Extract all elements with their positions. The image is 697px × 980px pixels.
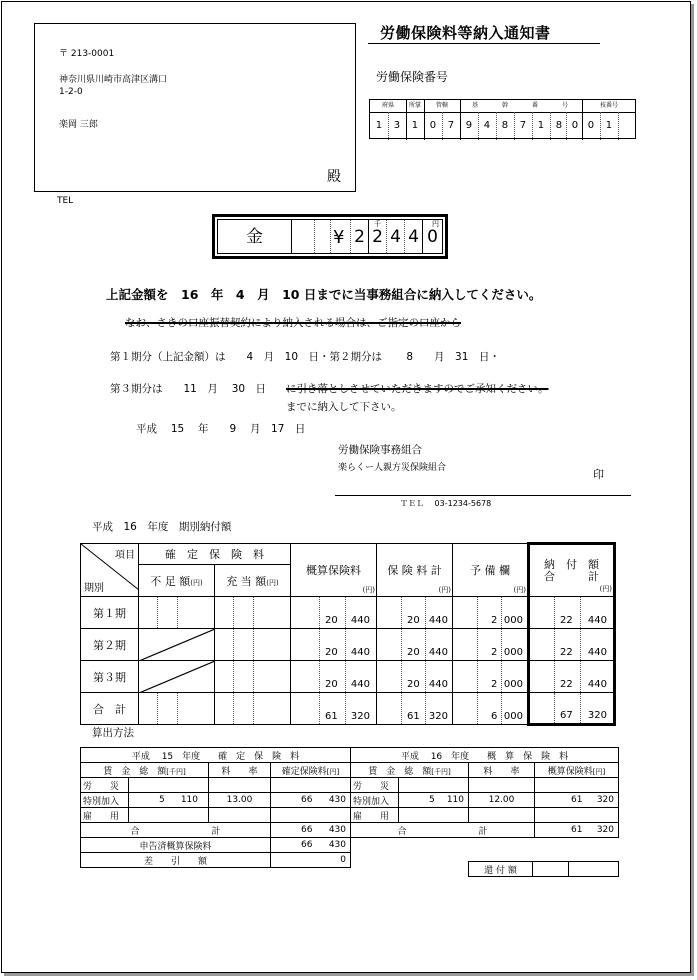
- ins-digit: 8: [501, 120, 509, 131]
- en-marker: 円: [432, 220, 439, 228]
- ins-digit: 1: [537, 120, 545, 131]
- row-label: 特別加入: [351, 793, 399, 808]
- value-thousands: 5: [159, 795, 165, 805]
- total-premium-header: [377, 544, 453, 597]
- value-units: 000: [503, 679, 523, 690]
- value-thousands: 6: [491, 711, 498, 722]
- table-row: [351, 808, 619, 823]
- total-premium-cell: [377, 693, 453, 725]
- value-units: 430: [328, 825, 346, 835]
- estimated-premium-text: 概算保険料: [547, 766, 593, 777]
- total-value: [271, 823, 351, 838]
- estimated-header-text: 概算保険料: [306, 564, 361, 577]
- value-units: 440: [350, 647, 370, 658]
- payment-total-cell: [529, 661, 615, 693]
- appropriation-cell: [215, 629, 291, 661]
- value-thousands: 61: [407, 711, 420, 722]
- value-units: 440: [350, 615, 370, 626]
- value-thousands: 22: [560, 647, 573, 658]
- amount-box: [212, 214, 448, 259]
- value-thousands: 20: [325, 615, 338, 626]
- difference-label: 差 引 額: [81, 853, 271, 868]
- reserve-header: [453, 544, 529, 597]
- recipient-name: 楽岡 三郎: [59, 120, 98, 130]
- table-row: [81, 661, 615, 693]
- sen-marker: 千: [374, 220, 381, 228]
- amount-digit: 0: [422, 220, 442, 253]
- value-thousands: 66: [301, 825, 313, 835]
- rate-header: 料 率: [469, 763, 535, 778]
- rate-value: 13.00: [209, 793, 271, 808]
- unit-sen-yen: [千円]: [431, 767, 451, 776]
- org-tel: ＴＥＬ 03-1234-5678: [400, 499, 492, 508]
- ins-header-ki: 基: [471, 102, 478, 109]
- amount-digit: 4: [404, 220, 422, 253]
- value-units: 440: [587, 647, 607, 658]
- value-thousands: 66: [301, 795, 313, 805]
- yen-sign: ¥: [333, 227, 345, 248]
- value-units: 440: [428, 615, 448, 626]
- ins-digit: 1: [411, 120, 419, 131]
- insurance-number-label: 労働保険番号: [376, 70, 449, 84]
- address-line2: 1-2-0: [59, 87, 83, 97]
- table-row-total: [351, 823, 619, 838]
- appropriation-text: 充 当 額: [226, 574, 267, 588]
- value-thousands: 20: [407, 647, 420, 658]
- address-line1: 神奈川県川崎市高津区溝口: [59, 75, 168, 85]
- yen-unit: (円): [599, 585, 612, 593]
- estimated-premium-header: [291, 544, 377, 597]
- value-units: 440: [428, 679, 448, 690]
- estimated-title: 平成 16 年度 概 算 保 険 料: [351, 748, 619, 763]
- confirmed-premium-header: 確 定 保 険 料: [139, 544, 291, 565]
- total-premium-text: 保 険 料 計: [387, 564, 442, 577]
- wage-total-text: 賃 金 総 額: [103, 766, 167, 777]
- ins-header-jurisdiction: 所掌: [408, 102, 421, 109]
- ins-digit: 3: [393, 120, 401, 131]
- confirmed-premium-text: 確定保険料: [281, 766, 327, 777]
- yen-unit: (円): [438, 586, 451, 594]
- appropriation-cell: [215, 661, 291, 693]
- address-box: [34, 23, 356, 192]
- value-thousands: 20: [407, 615, 420, 626]
- value-units: 110: [180, 795, 198, 805]
- value-thousands: 61: [571, 795, 583, 805]
- total-label: 合 計: [81, 823, 271, 838]
- value-thousands: 20: [325, 647, 338, 658]
- corner-bottom-label: 期別: [84, 583, 104, 594]
- value-thousands: 5: [429, 795, 435, 805]
- table-row-total: [81, 823, 351, 838]
- unit-yen: [円]: [326, 767, 340, 776]
- ins-digit: 8: [555, 120, 563, 131]
- notice-main: 上記金額を 16 年 4 月 10 日までに当事務組合に納入してください。: [106, 287, 542, 302]
- ins-digit: 1: [605, 120, 613, 131]
- ins-digit: 0: [429, 120, 437, 131]
- total-premium-cell: [377, 629, 453, 661]
- period-dates-line2: 第３期分は 11 月 30 日: [110, 383, 267, 395]
- value-thousands: 67: [560, 710, 573, 721]
- period-label: 第１期: [81, 597, 139, 629]
- ins-header-prefecture: 府県: [381, 102, 394, 109]
- table-row: [351, 793, 619, 808]
- amount-digit: 2: [350, 220, 368, 253]
- estimated-cell: [291, 693, 377, 725]
- calc-table-confirmed: [80, 747, 351, 868]
- appropriation-cell: [215, 597, 291, 629]
- value-thousands: 2: [491, 615, 498, 626]
- shortage-text: 不 足 額: [150, 574, 191, 588]
- table-row: [81, 838, 351, 853]
- value-thousands: 61: [571, 825, 583, 835]
- value-units: 320: [428, 711, 448, 722]
- period-dates-line3: までに納入して下さい。: [286, 401, 402, 413]
- unit-yen: [円]: [592, 767, 606, 776]
- shortage-cell: [139, 597, 215, 629]
- table-row-total: [81, 693, 615, 725]
- org-name1: 労働保険事務組合: [338, 444, 422, 456]
- table-row: [81, 778, 351, 793]
- value-thousands: 22: [560, 615, 573, 626]
- kin-label: 金: [218, 220, 292, 253]
- estimated-cell: [291, 629, 377, 661]
- period-label: 第２期: [81, 629, 139, 661]
- shortage-cell: [139, 693, 215, 725]
- value-thousands: 2: [491, 679, 498, 690]
- seal-mark: 印: [593, 468, 604, 481]
- yen-unit: (円): [362, 586, 375, 594]
- declared-label: 申告済概算保険料: [81, 838, 271, 853]
- yen-unit: (円): [513, 586, 526, 594]
- reserve-cell: [453, 597, 529, 629]
- value-units: 440: [350, 679, 370, 690]
- value-thousands: 20: [407, 679, 420, 690]
- ins-digit: 7: [447, 120, 455, 131]
- difference-value: 0: [271, 853, 351, 868]
- notice-page: [1, 1, 691, 973]
- corner-cell: [81, 544, 139, 597]
- corner-top-label: 項目: [115, 550, 135, 561]
- ins-digit: 0: [587, 120, 595, 131]
- postal-code: 〒 213-0001: [59, 49, 115, 59]
- row-label: 雇 用: [81, 808, 129, 823]
- reserve-text: 予 備 欄: [470, 564, 510, 577]
- ins-digit: 9: [465, 120, 473, 131]
- org-name2: 楽らくー人親方災保険組合: [338, 463, 447, 473]
- unit-sen-yen: [千円]: [166, 767, 186, 776]
- ins-header-kan: 幹: [501, 102, 508, 109]
- table-row: [81, 853, 351, 868]
- ins-header-office: 管轄: [435, 102, 448, 109]
- amount-digit: 2: [368, 220, 386, 253]
- table-row: [351, 778, 619, 793]
- value-thousands: 66: [301, 840, 313, 850]
- payment-total-cell: [529, 597, 615, 629]
- declared-value: [271, 838, 351, 853]
- notice-struck-line2: に引き落としさせていただきますのでご承知ください。: [286, 383, 549, 395]
- premium-value: [271, 793, 351, 808]
- value-units: 000: [503, 647, 523, 658]
- value-units: 320: [596, 795, 614, 805]
- amount-digit: 4: [386, 220, 404, 253]
- value-thousands: 22: [560, 679, 573, 690]
- refund-value-units: [569, 862, 619, 877]
- insurance-number-grid: [369, 99, 636, 139]
- shortage-cell-diagonal: [139, 629, 215, 661]
- table-row: [81, 597, 615, 629]
- value-units: 440: [587, 679, 607, 690]
- rate-header: 料 率: [209, 763, 271, 778]
- ins-digit: 0: [571, 120, 579, 131]
- refund-value-thousands: [533, 862, 569, 877]
- title-underline: [368, 43, 600, 44]
- ins-digit: 4: [483, 120, 491, 131]
- ins-header-go: 号: [561, 102, 568, 109]
- document-title: 労働保険料等納入通知書: [380, 24, 551, 42]
- table-row: [81, 793, 351, 808]
- value-thousands: 20: [325, 679, 338, 690]
- row-label: 労 災: [351, 778, 399, 793]
- value-units: 320: [587, 710, 607, 721]
- payment-total-cell: [529, 629, 615, 661]
- period-label: 合 計: [81, 693, 139, 725]
- wage-total-header: [81, 763, 209, 778]
- value-thousands: 61: [325, 711, 338, 722]
- table-row: [81, 629, 615, 661]
- total-premium-cell: [377, 597, 453, 629]
- honorific: 殿: [327, 169, 341, 185]
- period-dates-line1: 第１期分（上記金額）は 4 月 10 日・第２期分は 8 月 31 日・: [110, 351, 500, 363]
- appropriation-cell: [215, 693, 291, 725]
- value-units: 440: [428, 647, 448, 658]
- total-premium-cell: [377, 661, 453, 693]
- appropriation-header: [215, 565, 291, 597]
- value-units: 000: [503, 615, 523, 626]
- value-units: 320: [596, 825, 614, 835]
- ins-header-branch: 枝番号: [599, 102, 618, 109]
- period-table-caption: 平成 16 年度 期別納付額: [92, 521, 232, 533]
- calc-caption: 算出方法: [92, 727, 134, 739]
- estimated-cell: [291, 597, 377, 629]
- notice-struck-line1: なお、さきの口座振替契約により納入される場合は、ご指定の口座から: [125, 317, 461, 329]
- period-payment-table: [80, 542, 616, 726]
- signature-line: [335, 495, 631, 496]
- payment-total-text-b: 合 計: [544, 569, 599, 583]
- row-label: 特別加入: [81, 793, 129, 808]
- value-units: 110: [446, 795, 464, 805]
- value-units: 430: [328, 795, 346, 805]
- value-units: 440: [587, 615, 607, 626]
- total-value: [535, 823, 619, 838]
- refund-label: 還 付 額: [469, 862, 533, 877]
- shortage-header: [139, 565, 215, 597]
- yen-unit: (円): [190, 578, 203, 587]
- ins-header-ban: 番: [531, 102, 538, 109]
- payment-total-header: [529, 544, 615, 597]
- value-units: 000: [503, 711, 523, 722]
- rate-value: 12.00: [469, 793, 535, 808]
- row-label: 雇 用: [351, 808, 399, 823]
- payment-total-text-a: 納 付 額: [544, 557, 599, 571]
- period-label: 第３期: [81, 661, 139, 693]
- reserve-cell: [453, 629, 529, 661]
- wage-total-header: [351, 763, 469, 778]
- payment-total-cell: [529, 693, 615, 725]
- value-thousands: 2: [491, 647, 498, 658]
- issue-date: 平成 15 年 9 月 17 日: [136, 423, 306, 435]
- wage-value: [129, 793, 209, 808]
- estimated-premium-header: [535, 763, 619, 778]
- reserve-cell: [453, 661, 529, 693]
- yen-unit: (円): [266, 578, 279, 587]
- reserve-cell: [453, 693, 529, 725]
- shortage-cell-diagonal: [139, 661, 215, 693]
- confirmed-premium-header: [271, 763, 351, 778]
- ins-digit: 1: [375, 120, 383, 131]
- tel-label: TEL: [57, 196, 74, 206]
- premium-value: [535, 793, 619, 808]
- refund-box: [468, 861, 619, 877]
- value-units: 430: [328, 840, 346, 850]
- wage-total-text: 賃 金 総 額: [368, 766, 432, 777]
- ins-digit: 7: [519, 120, 527, 131]
- value-units: 320: [350, 711, 370, 722]
- confirmed-title: 平成 15 年度 確 定 保 険 料: [81, 748, 351, 763]
- estimated-cell: [291, 661, 377, 693]
- total-label: 合 計: [351, 823, 535, 838]
- calc-table-estimated: [350, 747, 619, 838]
- wage-value: [399, 793, 469, 808]
- row-label: 労 災: [81, 778, 129, 793]
- table-row: [81, 808, 351, 823]
